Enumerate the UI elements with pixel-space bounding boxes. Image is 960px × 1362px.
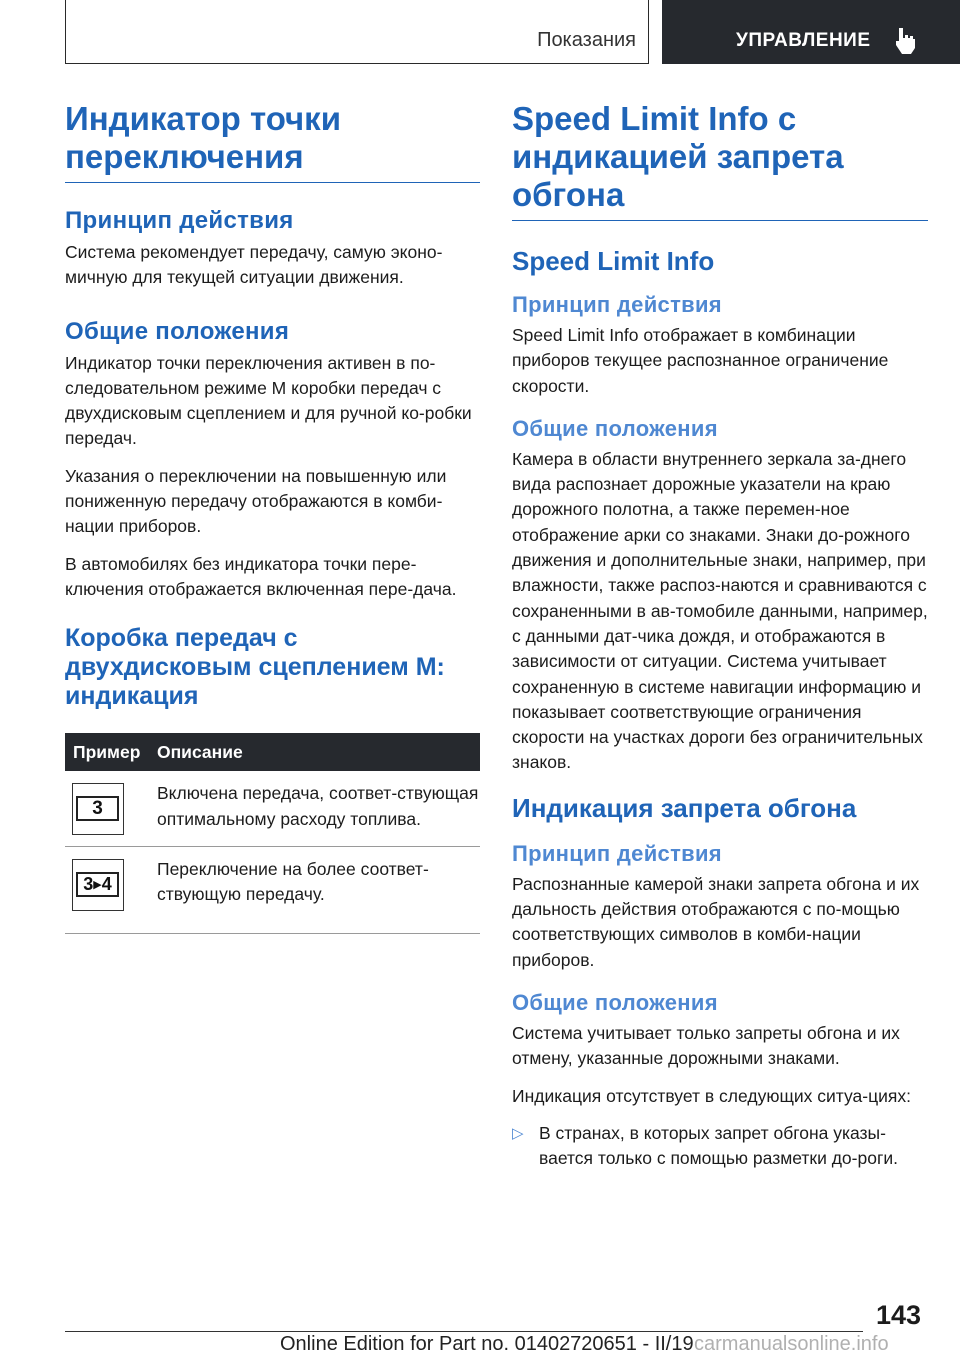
list-item-text: В странах, в которых запрет обгона указы-вается только с помощью разметки до-роги.	[539, 1122, 898, 1169]
principle-text: Speed Limit Info отображает в комбинации приборов текущее распознанное ограничение скорости.	[512, 325, 889, 396]
page-number: 143	[876, 1300, 922, 1330]
watermark: carmanualsonline.info	[694, 1333, 889, 1355]
no-passing-heading: Индикация запрета обгона	[512, 792, 857, 823]
gear-to: 4	[101, 873, 112, 894]
section-tab	[65, 0, 649, 64]
general-heading: Общие положения	[65, 317, 290, 345]
principle-text-2: Распознанные камерой знаки запрета обгона и их дальность действия отображаются с по-мощью соответствующих символов в комби-нации приборов.	[512, 873, 920, 970]
general-text-3: В автомобилях без индикатора точки пере-ключения отображается включенная пере-дача.	[65, 553, 457, 599]
general-text-3: Индикация отсутствует в следующих ситуа-циях:	[512, 1085, 911, 1106]
table-header-description: Описание	[157, 733, 480, 771]
gear-display-icon	[72, 783, 124, 835]
table-header-example: Пример	[65, 733, 157, 771]
chapter-label: УПРАВЛЕНИЕ	[736, 30, 871, 51]
gear-from: 3	[83, 873, 94, 894]
table-cell-description: Включена передача, соответ-ствующая оптимальному расходу топлива.	[157, 771, 480, 846]
dct-indication-heading: Коробка передач с двухдисковым сцеплением M: индикация	[65, 624, 445, 711]
gear-indication-table	[65, 733, 480, 934]
left-column	[65, 100, 480, 934]
principle-heading: Принцип действия	[65, 207, 294, 234]
principle-heading-2: Принцип действия	[512, 840, 722, 866]
principle-text: Система рекомендует передачу, самую эконо-мичную для текущей ситуации движения.	[65, 242, 443, 288]
right-column	[512, 100, 928, 1171]
triangle-bullet-icon: ▷	[512, 1124, 524, 1142]
speed-limit-title: Speed Limit Info с индикацией запрета обгона	[512, 100, 928, 221]
shift-arrow-icon: ▶	[93, 878, 102, 891]
speed-limit-info-heading: Speed Limit Info	[512, 246, 715, 276]
list-item	[512, 1121, 928, 1172]
gear-shift-icon	[72, 859, 124, 911]
section-tab-label: Показания	[537, 29, 636, 51]
hand-pointer-icon	[893, 26, 919, 56]
principle-heading: Принцип действия	[512, 292, 722, 317]
table-row	[65, 846, 480, 934]
table-row	[65, 771, 480, 846]
gear-number: 3	[76, 796, 119, 821]
general-text-2: Система учитывает только запреты обгона и их отмену, указанные дорожными знаками.	[512, 1022, 900, 1069]
footer-divider	[65, 1331, 863, 1332]
general-text: Камера в области внутреннего зеркала за-днего вида распознает дорожные указатели на краю дорожного полотна, а также перемен-ное отображение арки со знаками. Знаки до-рожного движения и дополнительные знаки, например, при влажности, также распоз-наются и сравниваются с сохраненными в ав-томобиле данными, например, с данными дат-чика дождя, и отображаются в зависимости от ситуации. Система учитывает сохраненную в системе навигации информацию и показывает соответствующие ограничения скорости на участках дороги без ограничительных знаков.	[512, 448, 928, 773]
edition-note: Online Edition for Part no. 01402720651 - II/19	[280, 1333, 694, 1355]
general-text-1: Индикатор точки переключения активен в по-следовательном режиме M коробки передач с двухдисковым сцеплением и для ручной ко-робки передач.	[65, 352, 472, 449]
general-heading-2: Общие положения	[512, 989, 718, 1015]
chapter-tab	[662, 0, 960, 64]
shift-indicator-title: Индикатор точки переключения	[65, 100, 480, 183]
general-heading: Общие положения	[512, 415, 718, 441]
general-text-2: Указания о переключении на повышенную или пониженную передачу отображаются в комби-нации приборов.	[65, 465, 447, 537]
table-cell-description: Переключение на более соответ-ствующую передачу.	[157, 846, 480, 934]
